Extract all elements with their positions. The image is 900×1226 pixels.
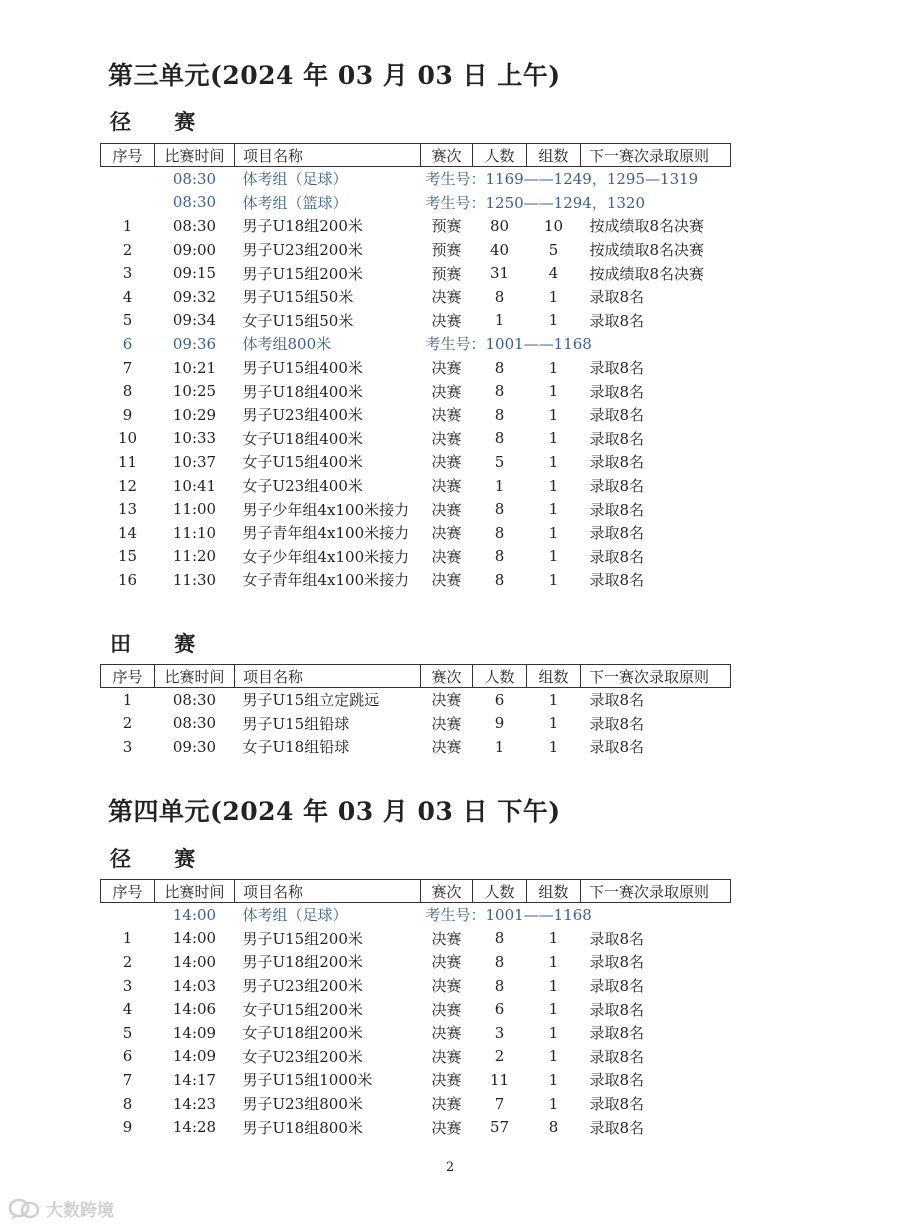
- cell-people: 9: [494, 714, 505, 733]
- table-row: [101, 997, 731, 1021]
- cell-people: 8: [494, 429, 505, 448]
- cell-round: 决赛: [431, 500, 462, 519]
- cell-no: 5: [122, 311, 133, 330]
- cell-rule: 录取8名: [589, 1024, 645, 1043]
- header-no: 序号: [101, 665, 155, 688]
- cell-no: 8: [122, 382, 133, 401]
- cell-rule: 录取8名: [589, 453, 645, 472]
- cell-groups: 1: [548, 1070, 559, 1089]
- cell-event: 女子U15组400米: [242, 453, 363, 472]
- table-row: [101, 285, 731, 309]
- cell-rule: 录取8名: [589, 382, 645, 401]
- cell-event: 体考组800米: [242, 335, 332, 354]
- cell-groups: 4: [548, 264, 559, 283]
- cell-no: 13: [117, 500, 138, 519]
- cell-no: 2: [122, 952, 133, 971]
- cell-rule: 录取8名: [589, 359, 645, 378]
- header-rule: 下一赛次录取原则: [581, 144, 731, 167]
- cell-no: [101, 903, 155, 927]
- cell-exam-note: 考生号：1169——1249，1295—1319: [425, 170, 699, 189]
- cell-rule: 录取8名: [589, 524, 645, 543]
- cell-time: 14:09: [172, 1023, 217, 1042]
- cell-event: 女子少年组4x100米接力: [242, 547, 410, 566]
- cell-time: 10:37: [172, 452, 217, 471]
- cell-groups: 1: [548, 476, 559, 495]
- cell-rule: 录取8名: [589, 929, 645, 948]
- cell-event: 男子少年组4x100米接力: [242, 500, 410, 519]
- cell-rule: 录取8名: [589, 1095, 645, 1114]
- cell-round: 决赛: [431, 288, 462, 307]
- cell-time: 14:06: [172, 1000, 217, 1019]
- cell-people: 8: [494, 547, 505, 566]
- table-header-row: [101, 144, 731, 167]
- cell-round: 决赛: [431, 1000, 462, 1019]
- cell-exam-note: 考生号：1250——1294，1320: [425, 193, 646, 212]
- cell-rule: 录取8名: [589, 547, 645, 566]
- header-groups: 组数: [527, 144, 581, 167]
- exam-row: [101, 332, 731, 356]
- cell-people: 2: [494, 1047, 505, 1066]
- table-row: [101, 974, 731, 998]
- cell-round: 决赛: [431, 691, 462, 710]
- header-groups: 组数: [527, 880, 581, 903]
- cell-time: 08:30: [172, 216, 217, 235]
- cell-time: 14:09: [172, 1047, 217, 1066]
- cell-groups: 1: [548, 547, 559, 566]
- cell-event: 男子U15组50米: [242, 288, 354, 307]
- cell-groups: 1: [548, 690, 559, 709]
- cell-rule: 录取8名: [589, 406, 645, 425]
- unit-3-track-table: [100, 143, 731, 592]
- cell-people: 11: [489, 1070, 510, 1089]
- cell-rule: 录取8名: [589, 1000, 645, 1019]
- cell-no: 3: [122, 737, 133, 756]
- cell-no: 16: [117, 570, 138, 589]
- cell-groups: 1: [548, 952, 559, 971]
- cell-exam-note: 考生号：1001——1168: [425, 906, 592, 925]
- cell-round: 决赛: [431, 524, 462, 543]
- cell-rule: 录取8名: [589, 1047, 645, 1066]
- cell-people: 3: [494, 1023, 505, 1042]
- table-header-row: [101, 665, 731, 688]
- cell-time: 11:10: [172, 523, 217, 542]
- header-event: 项目名称: [235, 880, 421, 903]
- header-no: 序号: [101, 144, 155, 167]
- cell-no: 2: [122, 714, 133, 733]
- header-people: 人数: [473, 880, 527, 903]
- cell-event: 男子U15组铅球: [242, 714, 350, 733]
- table-row: [101, 1021, 731, 1045]
- cell-time: 09:00: [172, 240, 217, 259]
- cell-no: 4: [122, 287, 133, 306]
- table-row: [101, 497, 731, 521]
- cell-people: 8: [494, 523, 505, 542]
- cell-event: 男子U15组200米: [242, 929, 363, 948]
- header-event: 项目名称: [235, 665, 421, 688]
- cell-time: 14:03: [172, 976, 217, 995]
- cell-round: 决赛: [431, 571, 462, 590]
- unit-3-title: 第三单元(2024 年 03 月 03 日 上午): [108, 61, 561, 90]
- table-row: [101, 950, 731, 974]
- cell-time: 09:32: [172, 287, 217, 306]
- cell-event: 女子U23组400米: [242, 477, 363, 496]
- unit-3-field-title: 田 赛: [110, 631, 214, 656]
- cell-no: 14: [117, 523, 138, 542]
- cell-rule: 录取8名: [589, 571, 645, 590]
- cell-event: 男子U23组400米: [242, 406, 363, 425]
- cell-event: 女子U18组200米: [242, 1024, 363, 1043]
- cell-no: 9: [122, 405, 133, 424]
- header-round: 赛次: [421, 665, 473, 688]
- cell-time: 14:00: [172, 952, 217, 971]
- cell-event: 体考组（足球）: [242, 170, 348, 189]
- cell-round: 预赛: [431, 217, 462, 236]
- table-row: [101, 1115, 731, 1139]
- table-row: [101, 450, 731, 474]
- cell-round: 决赛: [431, 547, 462, 566]
- cell-people: 57: [489, 1118, 510, 1137]
- cell-rule: 录取8名: [589, 1071, 645, 1090]
- table-row: [101, 427, 731, 451]
- cell-no: 6: [122, 334, 133, 353]
- header-time: 比赛时间: [155, 144, 235, 167]
- table-header-row: [101, 880, 731, 903]
- cell-no: 1: [122, 929, 133, 948]
- cell-no: [101, 167, 155, 191]
- cell-event: 男子U18组400米: [242, 382, 363, 401]
- cell-people: 1: [494, 311, 505, 330]
- header-people: 人数: [473, 665, 527, 688]
- cell-round: 决赛: [431, 977, 462, 996]
- cell-event: 男子U23组200米: [242, 241, 363, 260]
- cell-rule: 录取8名: [589, 714, 645, 733]
- cell-people: 6: [494, 1000, 505, 1019]
- table-row: [101, 309, 731, 333]
- header-rule: 下一赛次录取原则: [581, 880, 731, 903]
- cell-people: 1: [494, 476, 505, 495]
- cell-time: 10:41: [172, 476, 217, 495]
- header-rule: 下一赛次录取原则: [581, 665, 731, 688]
- cell-round: 预赛: [431, 264, 462, 283]
- header-round: 赛次: [421, 880, 473, 903]
- cell-round: 决赛: [431, 477, 462, 496]
- header-time: 比赛时间: [155, 665, 235, 688]
- cell-time: 09:36: [172, 334, 217, 353]
- cell-no: 5: [122, 1023, 133, 1042]
- cell-event: 男子U15组200米: [242, 264, 363, 283]
- table-row: [101, 688, 731, 712]
- cell-event: 男子U15组400米: [242, 359, 363, 378]
- cell-time: 10:33: [172, 429, 217, 448]
- cell-rule: 按成绩取8名决赛: [589, 217, 705, 236]
- cell-event: 男子青年组4x100米接力: [242, 524, 410, 543]
- cell-event: 男子U18组200米: [242, 217, 363, 236]
- cell-no: 3: [122, 976, 133, 995]
- cell-time: 08:30: [172, 169, 217, 188]
- cell-time: 14:23: [172, 1094, 217, 1113]
- header-no: 序号: [101, 880, 155, 903]
- cell-rule: 录取8名: [589, 429, 645, 448]
- cell-groups: 1: [548, 570, 559, 589]
- table-row: [101, 379, 731, 403]
- table-row: [101, 403, 731, 427]
- cell-groups: 10: [543, 216, 564, 235]
- cell-groups: 1: [548, 311, 559, 330]
- watermark-text: 大数跨境: [46, 1201, 114, 1221]
- cell-people: 80: [489, 216, 510, 235]
- cell-groups: 1: [548, 523, 559, 542]
- cell-rule: 按成绩取8名决赛: [589, 241, 705, 260]
- cell-round: 决赛: [431, 453, 462, 472]
- table-row: [101, 712, 731, 736]
- cell-round: 决赛: [431, 311, 462, 330]
- cell-no: 7: [122, 1070, 133, 1089]
- cell-rule: 录取8名: [589, 977, 645, 996]
- cell-no: 9: [122, 1118, 133, 1137]
- cell-groups: 1: [548, 1094, 559, 1113]
- cell-rule: 录取8名: [589, 288, 645, 307]
- cell-event: 女子U18组400米: [242, 429, 363, 448]
- cell-no: 1: [122, 690, 133, 709]
- cell-event: 女子U15组50米: [242, 311, 354, 330]
- watermark: [8, 1196, 114, 1221]
- cell-rule: 录取8名: [589, 953, 645, 972]
- cell-time: 09:15: [172, 264, 217, 283]
- cell-groups: 1: [548, 500, 559, 519]
- cell-rule: 录取8名: [589, 691, 645, 710]
- cell-event: 男子U15组立定跳远: [242, 691, 380, 710]
- cell-groups: 1: [548, 737, 559, 756]
- table-row: [101, 1045, 731, 1069]
- cell-groups: 5: [548, 240, 559, 259]
- table-row: [101, 1092, 731, 1116]
- unit-3-track-title: 径 赛: [110, 109, 214, 134]
- cell-round: 决赛: [431, 1095, 462, 1114]
- cell-event: 女子青年组4x100米接力: [242, 571, 410, 590]
- table-row: [101, 474, 731, 498]
- unit-4-track-table: [100, 879, 731, 1139]
- cell-people: 1: [494, 737, 505, 756]
- cell-groups: 1: [548, 429, 559, 448]
- cell-round: 决赛: [431, 1047, 462, 1066]
- header-people: 人数: [473, 144, 527, 167]
- cell-event: 男子U18组200米: [242, 953, 363, 972]
- cell-time: 11:30: [172, 570, 217, 589]
- cell-no: [101, 191, 155, 215]
- cell-time: 08:30: [172, 690, 217, 709]
- cell-groups: 1: [548, 714, 559, 733]
- cell-people: 5: [494, 452, 505, 471]
- exam-row: [101, 191, 731, 215]
- cell-groups: 1: [548, 287, 559, 306]
- cell-event: 男子U23组800米: [242, 1095, 363, 1114]
- cell-event: 男子U23组200米: [242, 977, 363, 996]
- header-time: 比赛时间: [155, 880, 235, 903]
- cell-people: 8: [494, 952, 505, 971]
- cell-rule: 录取8名: [589, 500, 645, 519]
- cell-round: 预赛: [431, 241, 462, 260]
- cell-round: 决赛: [431, 714, 462, 733]
- cell-event: 女子U15组200米: [242, 1000, 363, 1019]
- cell-no: 2: [122, 240, 133, 259]
- cell-time: 14:28: [172, 1118, 217, 1137]
- cell-groups: 1: [548, 1023, 559, 1042]
- cell-time: 11:20: [172, 547, 217, 566]
- cell-groups: 1: [548, 382, 559, 401]
- cell-round: 决赛: [431, 738, 462, 757]
- cell-people: 8: [494, 405, 505, 424]
- cell-people: 8: [494, 382, 505, 401]
- unit-4-title: 第四单元(2024 年 03 月 03 日 下午): [108, 797, 561, 826]
- table-row: [101, 735, 731, 759]
- cell-groups: 1: [548, 976, 559, 995]
- cell-event: 体考组（篮球）: [242, 193, 348, 212]
- cell-time: 11:00: [172, 500, 217, 519]
- cell-time: 08:30: [172, 193, 217, 212]
- cell-people: 31: [489, 264, 510, 283]
- table-row: [101, 927, 731, 951]
- cell-groups: 8: [548, 1118, 559, 1137]
- cell-round: 决赛: [431, 1024, 462, 1043]
- cell-time: 10:29: [172, 405, 217, 424]
- cell-round: 决赛: [431, 953, 462, 972]
- unit-4-track-title: 径 赛: [110, 846, 214, 871]
- cell-exam-note: 考生号：1001——1168: [425, 335, 592, 354]
- cell-time: 14:00: [172, 905, 217, 924]
- cell-people: 7: [494, 1094, 505, 1113]
- cell-groups: 1: [548, 1000, 559, 1019]
- cell-time: 10:21: [172, 358, 217, 377]
- cell-round: 决赛: [431, 1071, 462, 1090]
- cell-no: 15: [117, 547, 138, 566]
- cell-no: 8: [122, 1094, 133, 1113]
- table-row: [101, 545, 731, 569]
- cell-event: 体考组（足球）: [242, 906, 348, 925]
- cell-event: 男子U15组1000米: [242, 1071, 373, 1090]
- table-row: [101, 356, 731, 380]
- cell-time: 09:34: [172, 311, 217, 330]
- cell-round: 决赛: [431, 382, 462, 401]
- page-number: 2: [445, 1160, 455, 1175]
- cell-time: 09:30: [172, 737, 217, 756]
- header-groups: 组数: [527, 665, 581, 688]
- exam-row: [101, 167, 731, 191]
- cell-no: 4: [122, 1000, 133, 1019]
- cell-no: 12: [117, 476, 138, 495]
- cell-no: 7: [122, 358, 133, 377]
- chat-bubble-logo-icon: [8, 1197, 42, 1221]
- cell-no: 3: [122, 264, 133, 283]
- cell-people: 8: [494, 929, 505, 948]
- cell-groups: 1: [548, 452, 559, 471]
- table-row: [101, 1068, 731, 1092]
- header-event: 项目名称: [235, 144, 421, 167]
- cell-rule: 录取8名: [589, 738, 645, 757]
- table-row: [101, 261, 731, 285]
- cell-round: 决赛: [431, 359, 462, 378]
- cell-round: 决赛: [431, 929, 462, 948]
- cell-groups: 1: [548, 358, 559, 377]
- cell-rule: 按成绩取8名决赛: [589, 264, 705, 283]
- cell-people: 40: [489, 240, 510, 259]
- cell-people: 8: [494, 287, 505, 306]
- cell-no: 11: [117, 452, 138, 471]
- cell-no: 10: [117, 429, 138, 448]
- cell-people: 8: [494, 358, 505, 377]
- cell-round: 决赛: [431, 429, 462, 448]
- cell-event: 女子U18组铅球: [242, 738, 350, 757]
- cell-time: 10:25: [172, 382, 217, 401]
- table-row: [101, 568, 731, 592]
- cell-people: 8: [494, 570, 505, 589]
- cell-event: 女子U23组200米: [242, 1047, 363, 1066]
- cell-time: 14:17: [172, 1070, 217, 1089]
- cell-round: 决赛: [431, 1118, 462, 1137]
- table-row: [101, 238, 731, 262]
- cell-groups: 1: [548, 929, 559, 948]
- cell-rule: 录取8名: [589, 1118, 645, 1137]
- cell-time: 08:30: [172, 714, 217, 733]
- table-row: [101, 521, 731, 545]
- exam-row: [101, 903, 731, 927]
- cell-time: 14:00: [172, 929, 217, 948]
- table-row: [101, 214, 731, 238]
- cell-people: 8: [494, 976, 505, 995]
- cell-round: 决赛: [431, 406, 462, 425]
- cell-people: 6: [494, 690, 505, 709]
- cell-groups: 1: [548, 405, 559, 424]
- unit-3-field-table: [100, 664, 731, 759]
- cell-rule: 录取8名: [589, 311, 645, 330]
- cell-no: 1: [122, 216, 133, 235]
- cell-no: 6: [122, 1047, 133, 1066]
- cell-groups: 1: [548, 1047, 559, 1066]
- cell-people: 8: [494, 500, 505, 519]
- cell-rule: 录取8名: [589, 477, 645, 496]
- cell-event: 男子U18组800米: [242, 1118, 363, 1137]
- header-round: 赛次: [421, 144, 473, 167]
